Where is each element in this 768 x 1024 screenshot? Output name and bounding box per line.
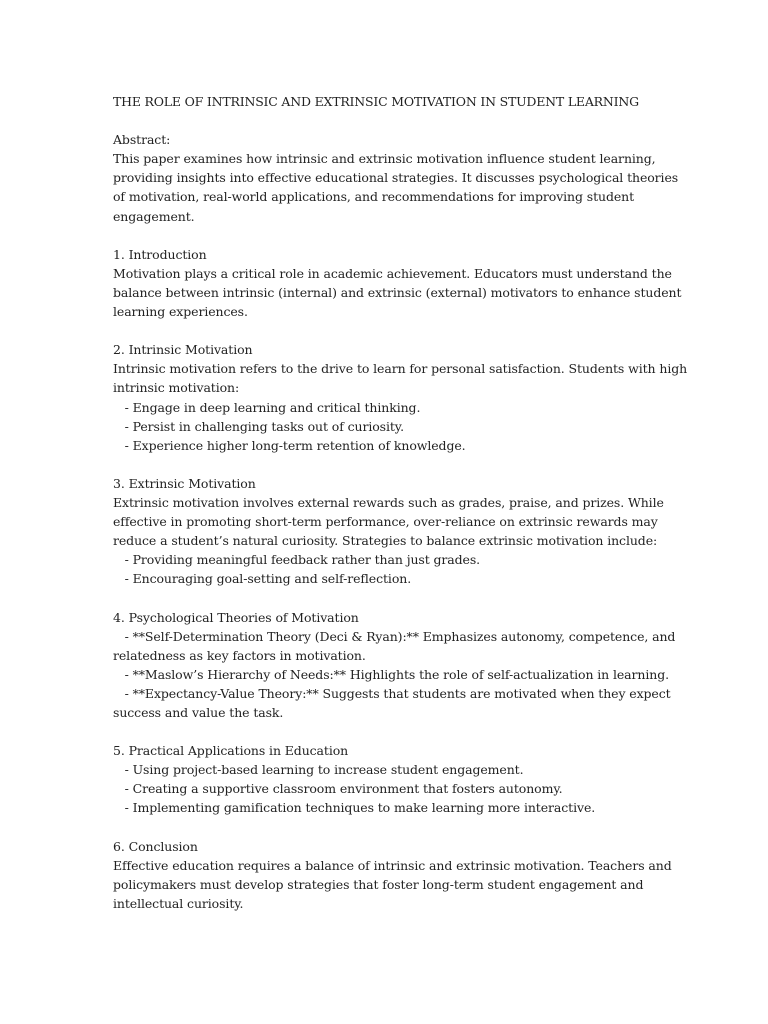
bullet-item: - **Expectancy-Value Theory:** Suggests that students are motivated when they expect: [113, 685, 671, 701]
paragraph-line: effective in promoting short-term performance, over-reliance on extrinsic rewards may: [113, 514, 658, 530]
bullet-item: - Implementing gamification techniques to make learning more interactive.: [113, 800, 596, 816]
section-introduction: [113, 245, 682, 321]
paragraph-line: relatedness as key factors in motivation.: [113, 647, 366, 663]
abstract-line: This paper examines how intrinsic and extrinsic motivation influence student learning,: [113, 151, 656, 167]
spacer: [113, 455, 653, 474]
section-extrinsic-motivation: [113, 474, 664, 589]
section-heading: 3. Extrinsic Motivation: [113, 475, 256, 491]
spacer: [113, 321, 653, 340]
paragraph-line: Effective education requires a balance of intrinsic and extrinsic motivation. Teachers and: [113, 857, 672, 873]
section-heading: 5. Practical Applications in Education: [113, 743, 349, 759]
bullet-item: - Experience higher long-term retention of knowledge.: [113, 437, 466, 453]
abstract-line: providing insights into effective educational strategies. It discusses psychological theories: [113, 170, 679, 186]
document-page: [113, 92, 688, 913]
section-heading: 1. Introduction: [113, 246, 207, 262]
bullet-item: - Creating a supportive classroom environment that fosters autonomy.: [113, 781, 563, 797]
section-practical-applications: [113, 741, 653, 817]
bullet-item: - Using project-based learning to increase student engagement.: [113, 762, 524, 778]
section-intrinsic-motivation: [113, 340, 688, 455]
paragraph-line: intrinsic motivation:: [113, 380, 240, 396]
section-conclusion: [113, 837, 672, 913]
document-title: THE ROLE OF INTRINSIC AND EXTRINSIC MOTIVATION IN STUDENT LEARNING: [113, 94, 639, 109]
abstract-line: engagement.: [113, 208, 195, 224]
paragraph-line: reduce a student’s natural curiosity. Strategies to balance extrinsic motivation include:: [113, 533, 658, 549]
spacer: [113, 226, 653, 245]
bullet-item: - Encouraging goal-setting and self-reflection.: [113, 571, 412, 587]
abstract-heading: Abstract:: [113, 132, 171, 148]
section-heading: 6. Conclusion: [113, 838, 198, 854]
spacer: [113, 722, 653, 741]
section-psychological-theories: [113, 608, 676, 723]
spacer: [113, 111, 653, 130]
paragraph-line: Intrinsic motivation refers to the drive to learn for personal satisfaction. Students with high: [113, 361, 688, 377]
bullet-item: - Engage in deep learning and critical thinking.: [113, 399, 421, 415]
section-heading: 4. Psychological Theories of Motivation: [113, 609, 359, 625]
bullet-item: - Providing meaningful feedback rather than just grades.: [113, 552, 481, 568]
spacer: [113, 818, 653, 837]
abstract-line: of motivation, real-world applications, and recommendations for improving student: [113, 189, 635, 205]
abstract-section: [113, 130, 679, 225]
paragraph-line: learning experiences.: [113, 304, 248, 320]
spacer: [113, 588, 653, 607]
bullet-item: - **Maslow’s Hierarchy of Needs:** Highlights the role of self-actualization in learning.: [113, 666, 669, 682]
bullet-item: - **Self-Determination Theory (Deci & Ryan):** Emphasizes autonomy, competence, and: [113, 628, 676, 644]
bullet-item: - Persist in challenging tasks out of curiosity.: [113, 418, 404, 434]
paragraph-line: success and value the task.: [113, 705, 284, 720]
paragraph-line: intellectual curiosity.: [113, 895, 244, 911]
paragraph-line: balance between intrinsic (internal) and extrinsic (external) motivators to enhance student: [113, 284, 682, 300]
paragraph-line: policymakers must develop strategies that foster long-term student engagement and: [113, 876, 644, 892]
paragraph-line: Motivation plays a critical role in academic achievement. Educators must understand the: [113, 265, 672, 281]
paragraph-line: Extrinsic motivation involves external rewards such as grades, praise, and prizes. While: [113, 494, 664, 510]
section-heading: 2. Intrinsic Motivation: [113, 342, 253, 358]
